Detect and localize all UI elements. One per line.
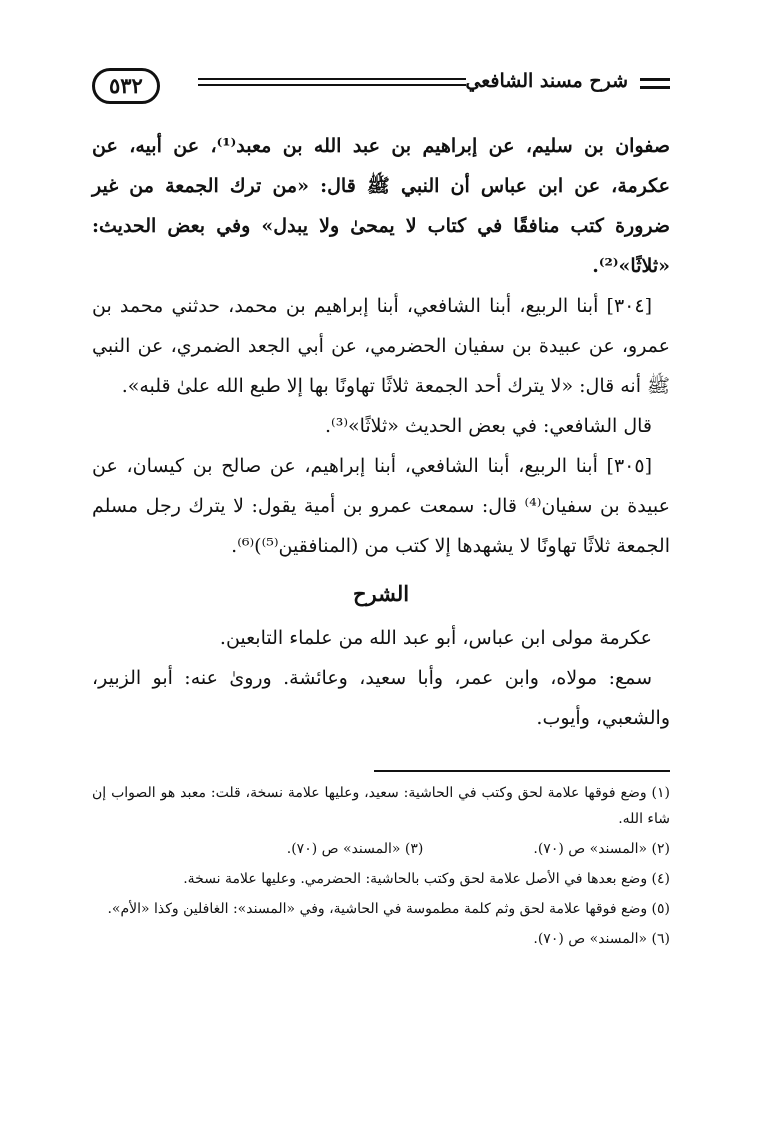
header-rule	[198, 84, 466, 86]
footnote-separator	[374, 770, 670, 772]
footnote-5: (٥) وضع فوقها علامة لحق وثم كلمة مطموسة في الحاشية، وفي «المسند»: الغافلين وكذا «الأم».	[107, 901, 670, 917]
paragraph-hadith-304: [٣٠٤] أبنا الربيع، أبنا الشافعي، أبنا إبراهيم بن محمد، حدثني محمد بن عمرو، عن عبيدة بن سفيان الحضرمي، عن أبي الجعد الضمري، عن النبي ﷺ أنه قال: «لا يترك أحد الجمعة ثلاثًا تهاونًا بها إلا طبع الله علىٰ قلبه».	[92, 295, 670, 397]
paragraph-commentary-1: عكرمة مولى ابن عباس، أبو عبد الله من علماء التابعين.	[219, 627, 652, 649]
paragraph-hadith-1: صفوان بن سليم، عن إبراهيم بن عبد الله بن معبد⁽¹⁾، عن أبيه، عن عكرمة، عن ابن عباس أن النبي ﷺ قال: «من ترك الجمعة من غير ضرورة كتب منافقًا في كتاب لا يمحىٰ ولا يبدل» وفي بعض الحديث: «ثلاثًا»⁽²⁾.	[92, 135, 670, 277]
footnote-1: (١) وضع فوقها علامة لحق وكتب في الحاشية: سعيد، وعليها علامة نسخة، قلت: معبد هو الصواب إن شاء الله.	[92, 785, 670, 827]
paragraph-shafii-note: قال الشافعي: في بعض الحديث «ثلاثًا»⁽³⁾.	[324, 415, 652, 437]
main-text	[92, 126, 670, 738]
footnote-4: (٤) وضع بعدها في الأصل علامة لحق وكتب بالحاشية: الحضرمي. وعليها علامة نسخة.	[183, 871, 670, 887]
running-header	[92, 66, 670, 106]
footnote-row-2-3	[92, 836, 670, 862]
page-number: ٥٣٢	[92, 68, 160, 104]
paragraph-commentary-2: سمع: مولاه، وابن عمر، وأبا سعيد، وعائشة. وروىٰ عنه: أبو الزبير، والشعبي، وأيوب.	[92, 667, 670, 729]
header-ornament	[640, 78, 670, 81]
footnote-6: (٦) «المسند» ص (٧٠).	[533, 931, 670, 947]
running-title: شرح مسند الشافعي	[465, 70, 628, 92]
footnote-3: (٣) «المسند» ص (٧٠).	[286, 841, 424, 857]
header-ornament	[640, 86, 670, 89]
header-rule	[198, 78, 466, 80]
footnote-2: (٢) «المسند» ص (٧٠).	[533, 841, 670, 857]
footnotes	[92, 780, 670, 956]
section-heading: الشرح	[352, 581, 410, 606]
paragraph-hadith-305: [٣٠٥] أبنا الربيع، أبنا الشافعي، أبنا إبراهيم، عن صالح بن كيسان، عن عبيدة بن سفيان⁽⁴⁾ قال: سمعت عمرو بن أمية يقول: لا يترك رجل مسلم الجمعة ثلاثًا تهاونًا لا يشهدها إلا كتب من (المنافقين⁽⁵⁾)⁽⁶⁾.	[92, 455, 670, 557]
